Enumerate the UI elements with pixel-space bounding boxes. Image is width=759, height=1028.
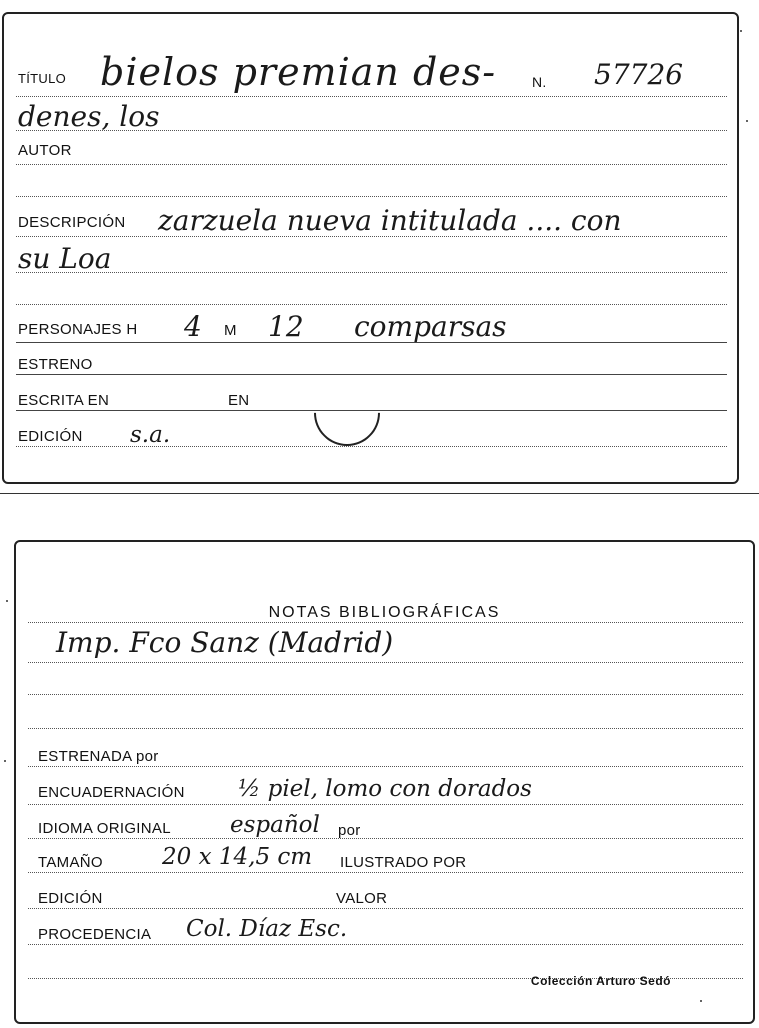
tamano-value: 20 x 14,5 cm <box>162 844 313 870</box>
estreno-rule <box>16 374 727 375</box>
autor-label: AUTOR <box>18 142 72 159</box>
catalog-card-back <box>14 540 755 1024</box>
edicion-label: EDICIÓN <box>18 428 83 445</box>
estrenada-label: ESTRENADA por <box>38 748 159 765</box>
personajes-m-label: M <box>224 322 237 339</box>
procedencia-value: Col. Díaz Esc. <box>186 916 348 942</box>
titulo-value-line-2: denes, los <box>18 100 160 133</box>
encuadernacion-rule <box>28 804 743 805</box>
en-label: EN <box>228 392 250 409</box>
titulo-label: TÍTULO <box>18 71 67 86</box>
estrenada-rule <box>28 766 743 767</box>
idioma-rule <box>28 838 743 839</box>
idioma-value: español <box>230 812 320 838</box>
notas-rule-4 <box>28 728 743 729</box>
titulo-rule-2 <box>16 130 727 131</box>
idioma-label: IDIOMA ORIGINAL <box>38 820 171 837</box>
titulo-rule-1 <box>16 96 727 97</box>
personajes-extra-value: comparsas <box>354 310 507 343</box>
scan-speck <box>6 600 8 602</box>
titulo-value-line-1: bielos premian des- <box>100 50 497 94</box>
notas-rule-3 <box>28 694 743 695</box>
scan-speck <box>746 120 748 122</box>
scan-speck <box>4 760 6 762</box>
personajes-m-value: 12 <box>268 310 304 343</box>
encuadernacion-value: ½ piel, lomo con dorados <box>238 776 532 802</box>
ilustrado-label: ILUSTRADO POR <box>340 854 467 871</box>
edicion-back-rule <box>28 908 743 909</box>
encuadernacion-label: ENCUADERNACIÓN <box>38 784 185 801</box>
descripcion-value-line-2: su Loa <box>18 242 112 275</box>
scan-speck <box>700 1000 702 1002</box>
procedencia-rule <box>28 944 743 945</box>
descripcion-rule-2 <box>16 272 727 273</box>
notas-rule-1 <box>28 622 743 623</box>
notas-rule-2 <box>28 662 743 663</box>
collection-note: Colección Arturo Sedó <box>530 974 671 988</box>
personajes-h-value: 4 <box>184 310 202 343</box>
numero-label: N. <box>532 74 547 90</box>
personajes-label: PERSONAJES H <box>18 321 138 338</box>
idioma-por-label: por <box>338 822 361 839</box>
autor-rule <box>16 164 727 165</box>
valor-label: VALOR <box>336 890 388 907</box>
descripcion-rule-3 <box>16 304 727 305</box>
scan-speck <box>740 30 742 32</box>
autor-rule-2 <box>16 196 727 197</box>
catalog-card-front <box>2 12 739 484</box>
descripcion-rule-1 <box>16 236 727 237</box>
personajes-rule <box>16 342 727 343</box>
edicion-value: s.a. <box>130 422 171 448</box>
notas-value: Imp. Fco Sanz (Madrid) <box>56 626 394 659</box>
tamano-label: TAMAÑO <box>38 854 103 871</box>
tamano-rule <box>28 872 743 873</box>
descripcion-value-line-1: zarzuela nueva intitulada .... con <box>158 204 622 237</box>
numero-value: 57726 <box>594 58 684 91</box>
escrita-en-label: ESCRITA EN <box>18 392 110 409</box>
page-divider <box>0 493 759 494</box>
descripcion-label: DESCRIPCIÓN <box>18 214 126 231</box>
edicion-back-label: EDICIÓN <box>38 890 103 907</box>
edicion-rule <box>16 446 727 447</box>
estreno-label: ESTRENO <box>18 356 93 373</box>
notas-heading: NOTAS BIBLIOGRÁFICAS <box>268 604 501 621</box>
procedencia-label: PROCEDENCIA <box>38 926 152 943</box>
